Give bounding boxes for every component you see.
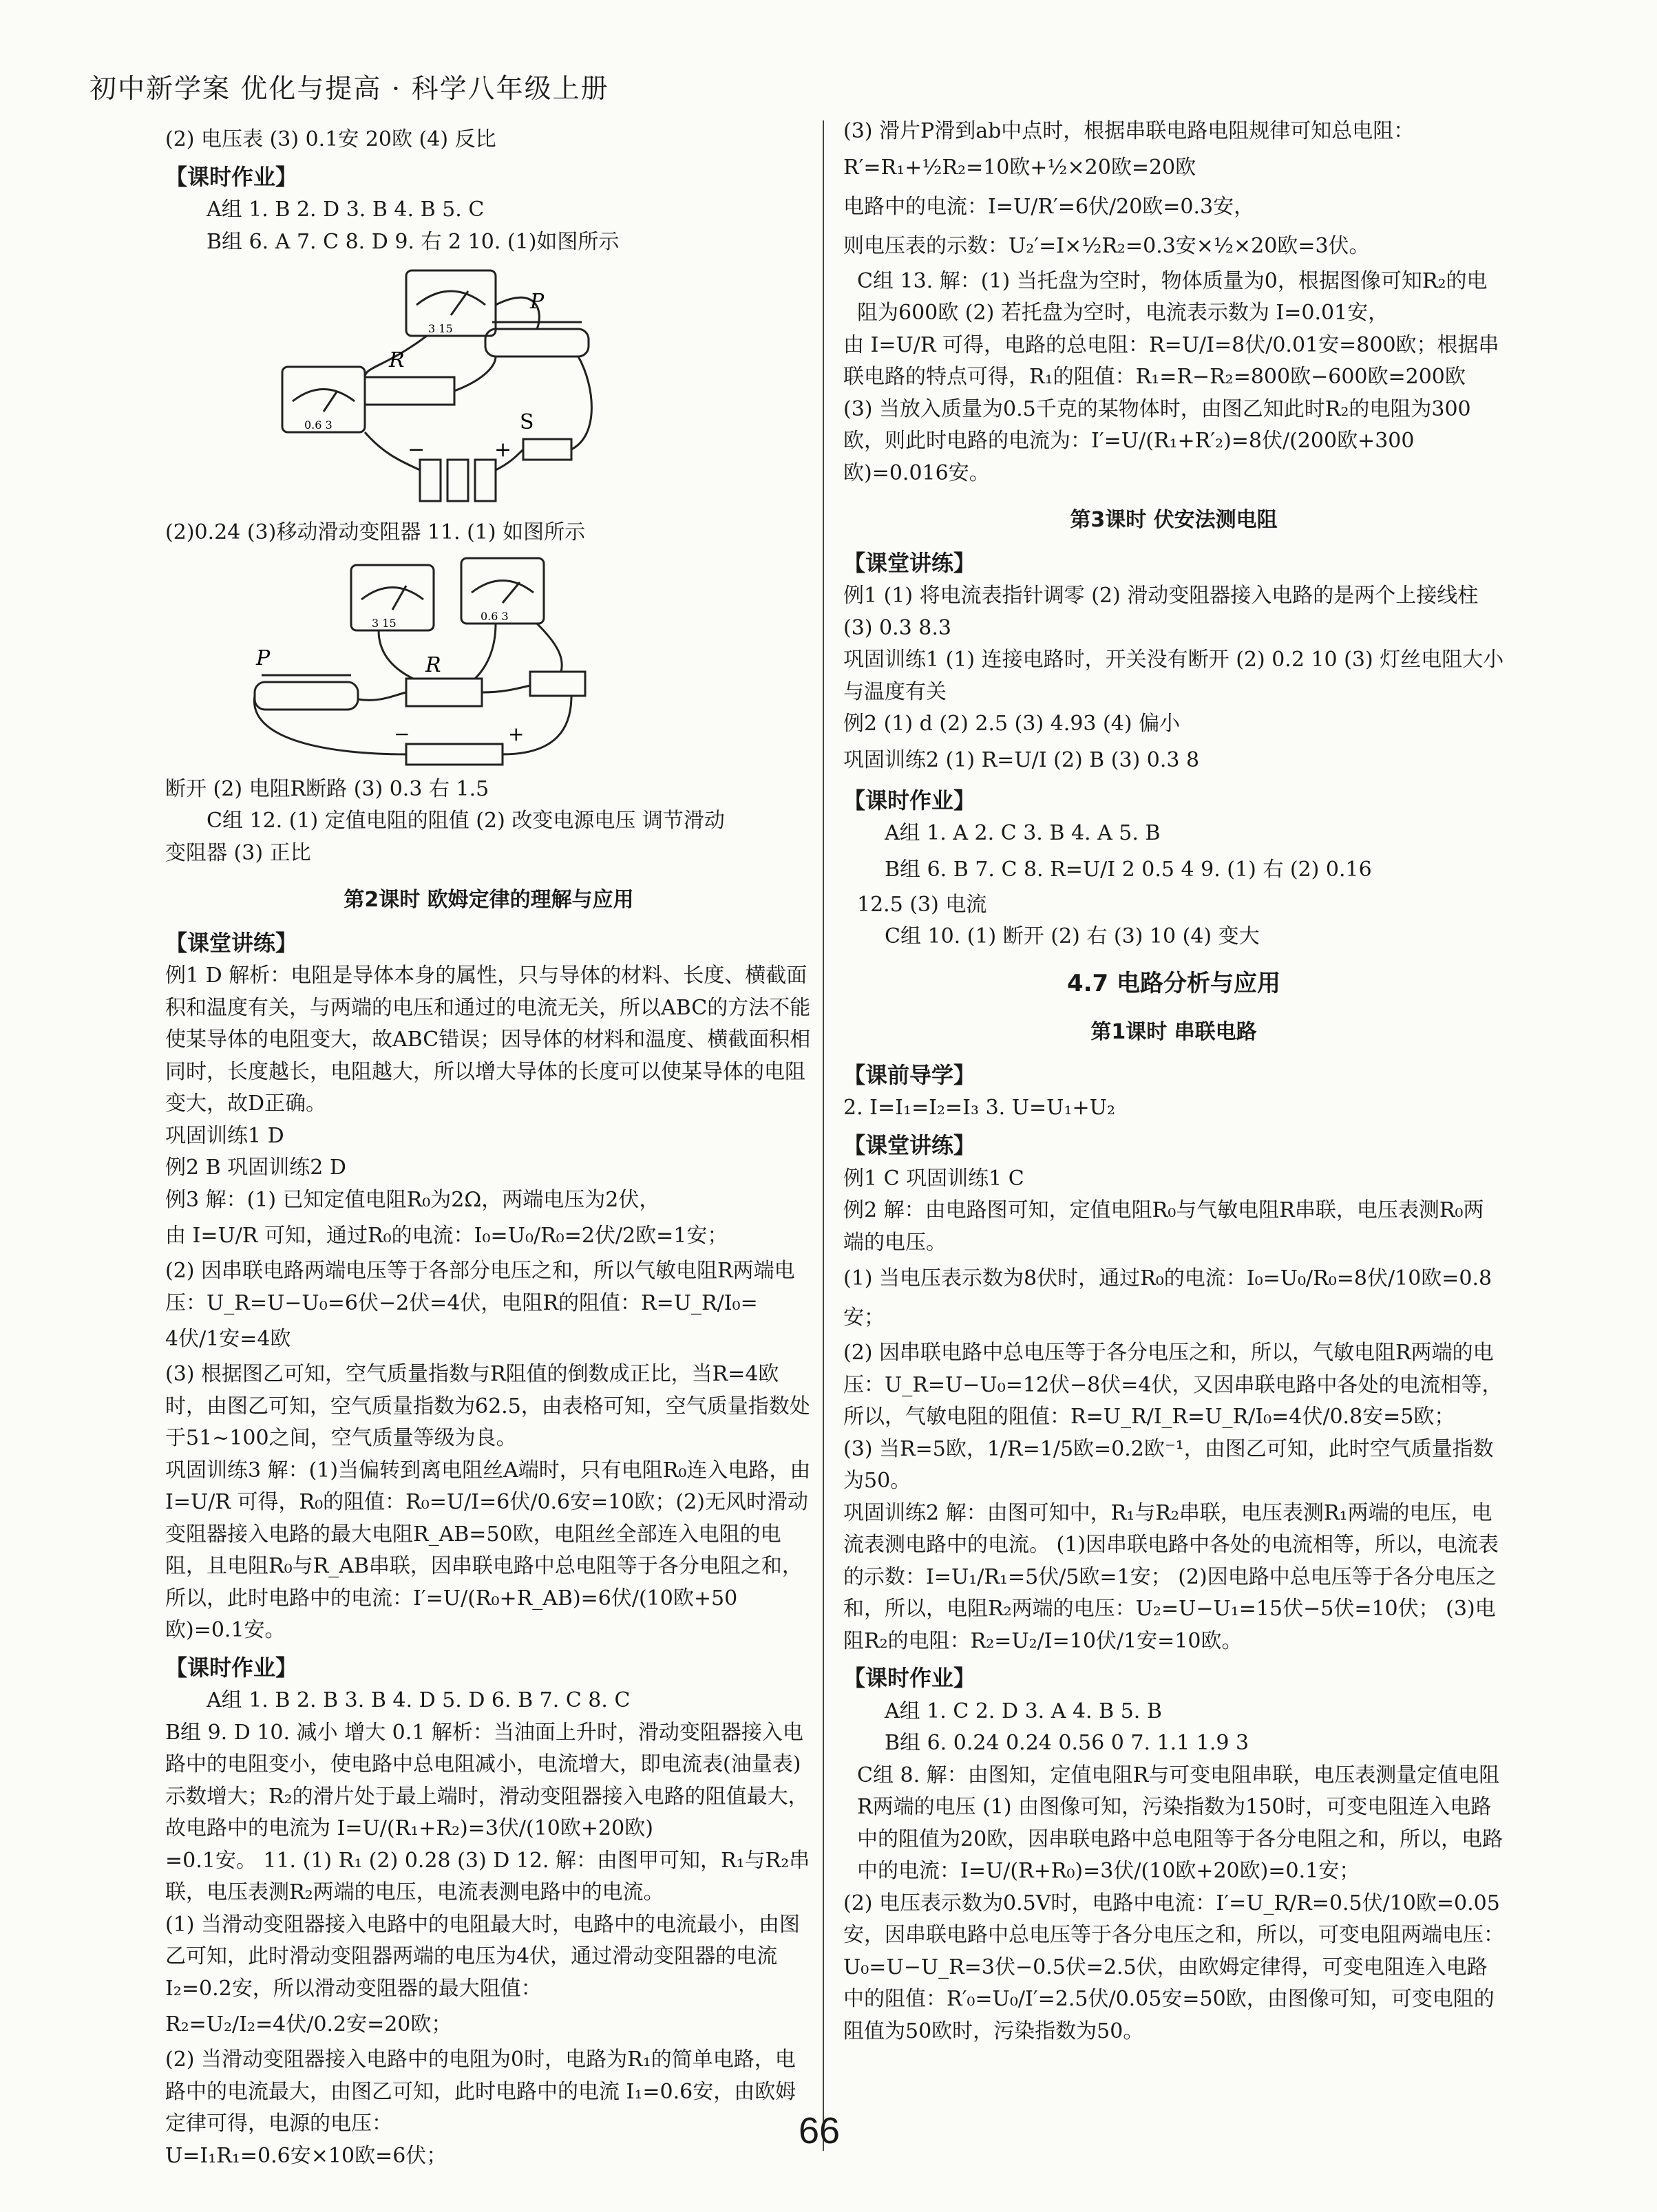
label-plus: + [494, 438, 512, 462]
equation-line: (1) 当电压表示数为8伏时，通过R₀的电流：I₀=U₀/R₀=8伏/10欧=0.8安； [843, 1266, 1492, 1330]
equation-line: 电路中的电流：I=U/R′=6伏/20欧=0.3安， [843, 194, 1255, 219]
line: U=I₁R₁=0.6安×10欧=6伏； [165, 2143, 447, 2168]
label-minus: − [394, 722, 410, 745]
paragraph: 巩固训练3 解：(1)当偏转到离电阻丝A端时，只有电阻R₀连入电路，由 I=U/R 可得，R₀的阻值：R₀=U/I=6伏/0.6安=10欧；(2)无风时滑动变阻器接入电路的最大电阻R_AB=50欧，电阻丝全部连入电阻的电阻，且电阻R₀与R_AB串联，因串联电路中总电阻等于各分电阻之和，所以，此时电路中的电流：I′=U/(R₀+R_AB)=6伏/(10欧+50欧)=0.1安。 [165, 1458, 811, 1643]
line: A组 1. B 2. B 3. B 4. D 5. D 6. B 7. C 8. C [207, 1688, 631, 1713]
paragraph: (2) 因串联电路中总电压等于各分电压之和，所以，气敏电阻R两端的电压：U_R=U−U₀=12伏−8伏=4伏，又因串联电路中各处的电流相等，所以，气敏电阻的阻值：R=U_R/I_R=U_R/I₀=4伏/0.8安=5欧； [843, 1341, 1503, 1429]
paragraph: 例1 (1) 将电流表指针调零 (2) 滑动变阻器接入电路的是两个上接线柱 (3) 0.3 8.3 [843, 584, 1479, 640]
label-r: R [425, 652, 441, 677]
line: 12.5 (3) 电流 [857, 892, 987, 917]
section-heading: 【课前导学】 [843, 1061, 976, 1088]
section-heading: 【课堂讲练】 [165, 929, 298, 956]
equation-line: R₂=U₂/I₂=4伏/0.2安=20欧； [165, 2012, 452, 2037]
line: 变阻器 (3) 正比 [165, 840, 311, 865]
equation-line: 由 I=U/R 可知，通过R₀的电流：I₀=U₀/R₀=2伏/2欧=1安； [165, 1224, 728, 1248]
paragraph: B组 9. D 10. 减小 增大 0.1 解析：当油面上升时，滑动变阻器接入电路中的电阻变小，使电路中总电阻减小，电流增大，即电流表(油量表)示数增大；R₂的滑片处于最上端时，滑动变阻器接入电路的阻值最大，故电路中的电流为 I=U/(R₁+R₂)=3伏/(10欧+20欧) [165, 1720, 809, 1841]
equation-line: 则电压表的示数：U₂′=I×½R₂=0.3安×½×20欧=3伏。 [843, 233, 1370, 258]
lesson-title: 第2课时 欧姆定律的理解与应用 [344, 888, 634, 913]
line: 例2 B 巩固训练2 D [165, 1156, 346, 1180]
paragraph: (2) 当滑动变阻器接入电路中的电阻为0时，电路为R₁的简单电路，电路中的电流最大，由图乙可知，此时电路中的电流 I₁=0.6安，由欧姆定律可得，电源的电压： [165, 2048, 796, 2136]
section-heading: 【课堂讲练】 [843, 1131, 976, 1158]
line: 例2 (1) d (2) 2.5 (3) 4.93 (4) 偏小 [843, 712, 1181, 736]
paragraph: 巩固训练2 解：由图可知中，R₁与R₂串联，电压表测R₁两端的电压，电流表测电路中的电流。 (1)因串联电路中各处的电流相等，所以，电流表的示数：I=U₁/R₁=5伏/5欧=1安； (2)因电路中总电压等于各分电压之和，所以，电阻R₂两端的电压：U₂=U−U₁=15伏−5伏=10伏； (3)电阻R₂的电阻：R₂=U₂/I=10伏/1安=10欧。 [843, 1500, 1499, 1653]
label-r: R [389, 348, 405, 373]
paragraph: C组 13. 解：(1) 当托盘为空时，物体质量为0，根据图像可知R₂的电阻为600欧 (2) 若托盘为空时，电流表示数为 I=0.01安， [857, 268, 1488, 325]
paragraph: (2) 因串联电路两端电压等于各部分电压之和，所以气敏电阻R两端电压：U_R=U−U₀=6伏−2伏=4伏，电阻R的阻值：R=U_R/I₀= [165, 1259, 795, 1315]
line: 断开 (2) 电阻R断路 (3) 0.3 右 1.5 [165, 776, 489, 801]
line: A组 1. B 2. D 3. B 4. B 5. C [207, 198, 485, 222]
line: C组 10. (1) 断开 (2) 右 (3) 10 (4) 变大 [885, 924, 1260, 949]
paragraph: (3) 当R=5欧，1/R=1/5欧=0.2欧⁻¹，由图乙可知，此时空气质量指数为50。 [843, 1436, 1494, 1493]
meter-scale: 3 15 [372, 616, 397, 630]
line: 2. I=I₁=I₂=I₃ 3. U=U₁+U₂ [843, 1096, 1115, 1120]
label-plus: + [508, 722, 525, 745]
equation-line: 4伏/1安=4欧 [165, 1327, 291, 1352]
section-heading: 【课时作业】 [843, 1665, 976, 1692]
circuit-figure-2 [248, 555, 633, 768]
paragraph: 由 I=U/R 可得，电路的总电阻：R=U/I=8伏/0.01安=800欧；根据串联电路的特点可得，R₁的阻值：R₁=R−R₂=800欧−600欧=200欧 [843, 332, 1499, 389]
lesson-title: 第1课时 串联电路 [1090, 1020, 1257, 1045]
column-divider [823, 120, 824, 2151]
equation-line: 巩固训练2 (1) R=U/I (2) B (3) 0.3 8 [843, 747, 1200, 772]
label-minus: − [408, 438, 425, 462]
circuit-figure-1 [248, 264, 633, 511]
line: 巩固训练1 D [165, 1123, 284, 1148]
paragraph: =0.1安。 11. (1) R₁ (2) 0.28 (3) D 12. 解：由图甲可知，R₁与R₂串联，电压表测R₂两端的电压，电流表测电路中的电流。 [165, 1848, 810, 1905]
equation-line: R′=R₁+½R₂=10欧+½×20欧=20欧 [843, 155, 1196, 180]
page-header: 初中新学案 优化与提高 · 科学八年级上册 [89, 74, 609, 105]
paragraph: 例1 D 解析：电阻是导体本身的属性，只与导体的材料、长度、横截面积和温度有关，与两端的电压和通过的电流无关，所以ABC的方法不能使某导体的电阻变大，故ABC错误；因导体的材料和温度、横截面积相同时，长度越长，电阻越大，所以增大导体的长度可以使某导体的电阻变大，故D正确。 [165, 964, 811, 1116]
left-column [165, 124, 812, 2172]
line: B组 6. A 7. C 8. D 9. 右 2 10. (1)如图所示 [207, 229, 620, 254]
meter-scale: 3 15 [428, 322, 453, 336]
line: B组 6. B 7. C 8. R=U/I 2 0.5 4 9. (1) 右 (2) 0.16 [885, 857, 1372, 882]
label-p: P [530, 290, 545, 315]
line: A组 1. A 2. C 3. B 4. A 5. B [885, 821, 1161, 846]
line: A组 1. C 2. D 3. A 4. B 5. B [885, 1699, 1162, 1723]
chapter-title: 4.7 电路分析与应用 [1066, 969, 1281, 997]
meter-scale: 0.6 3 [481, 609, 509, 623]
paragraph: 例2 解：由电路图可知，定值电阻R₀与气敏电阻R串联，电压表测R₀两端的电压。 [843, 1198, 1484, 1255]
section-heading: 【课时作业】 [165, 1654, 298, 1681]
paragraph: (3) 根据图乙可知，空气质量指数与R阻值的倒数成正比，当R=4欧时，由图乙可知，空气质量指数为62.5，由表格可知，空气质量指数处于51~100之间，空气质量等级为良。 [165, 1362, 810, 1451]
section-heading: 【课时作业】 [165, 163, 298, 190]
paragraph: (3) 当放入质量为0.5千克的某物体时，由图乙知此时R₂的电阻为300欧，则此时电路的电流为：I′=U/(R₁+R′₂)=8伏/(200欧+300欧)=0.016安。 [843, 396, 1471, 485]
line: 例1 C 巩固训练1 C [843, 1166, 1024, 1191]
line: C组 12. (1) 定值电阻的阻值 (2) 改变电源电压 调节滑动 [207, 809, 725, 833]
page-number: 66 [799, 2110, 841, 2151]
label-s: S [520, 410, 534, 435]
line: (3) 滑片P滑到ab中点时，根据串联电路电阻规律可知总电阻： [843, 119, 1415, 143]
right-column [843, 116, 1504, 2048]
line: 例3 解：(1) 已知定值电阻R₀为2Ω，两端电压为2伏， [165, 1187, 660, 1212]
line: B组 6. 0.24 0.24 0.56 0 7. 1.1 1.9 3 [885, 1731, 1249, 1756]
paragraph: 巩固训练1 (1) 连接电路时，开关没有断开 (2) 0.2 10 (3) 灯丝电阻大小与温度有关 [843, 648, 1504, 704]
paragraph: C组 8. 解：由图知，定值电阻R与可变电阻串联，电压表测量定值电阻R两端的电压 (1) 由图像可知，污染指数为150时，可变电阻连入电路中的阻值为20欧，因串联电路中总电阻等于各分电阻之和，所以，电路中的电流：I=U/(R+R₀)=3伏/(10欧+20欧)=0.1安； [857, 1763, 1503, 1884]
lesson-title: 第3课时 伏安法测电阻 [1070, 508, 1278, 532]
line: (2) 电压表 (3) 0.1安 20欧 (4) 反比 [165, 127, 496, 151]
section-heading: 【课堂讲练】 [843, 549, 976, 576]
paragraph: (1) 当滑动变阻器接入电路中的电阻最大时，电路中的电流最小，由图乙可知，此时滑动变阻器两端的电压为4伏，通过滑动变阻器的电流 I₂=0.2安，所以滑动变阻器的最大阻值： [165, 1912, 801, 2001]
section-heading: 【课时作业】 [843, 787, 976, 813]
label-p: P [256, 646, 271, 670]
paragraph: (2) 电压表示数为0.5V时，电路中电流：I′=U_R/R=0.5伏/10欧=0.05安，因串联电路中总电压等于各分电压之和，所以，可变电阻两端电压：U₀=U−U_R=3伏−0.5伏=2.5伏，由欧姆定律得，可变电阻连入电路中的阻值：R′₀=U₀/I′=2.5伏/0.05安=50欧，由图像可知，可变电阻的阻值为50欧时，污染指数为50。 [843, 1891, 1504, 2043]
line: (2)0.24 (3)移动滑动变阻器 11. (1) 如图所示 [165, 520, 586, 545]
meter-scale: 0.6 3 [304, 418, 333, 432]
